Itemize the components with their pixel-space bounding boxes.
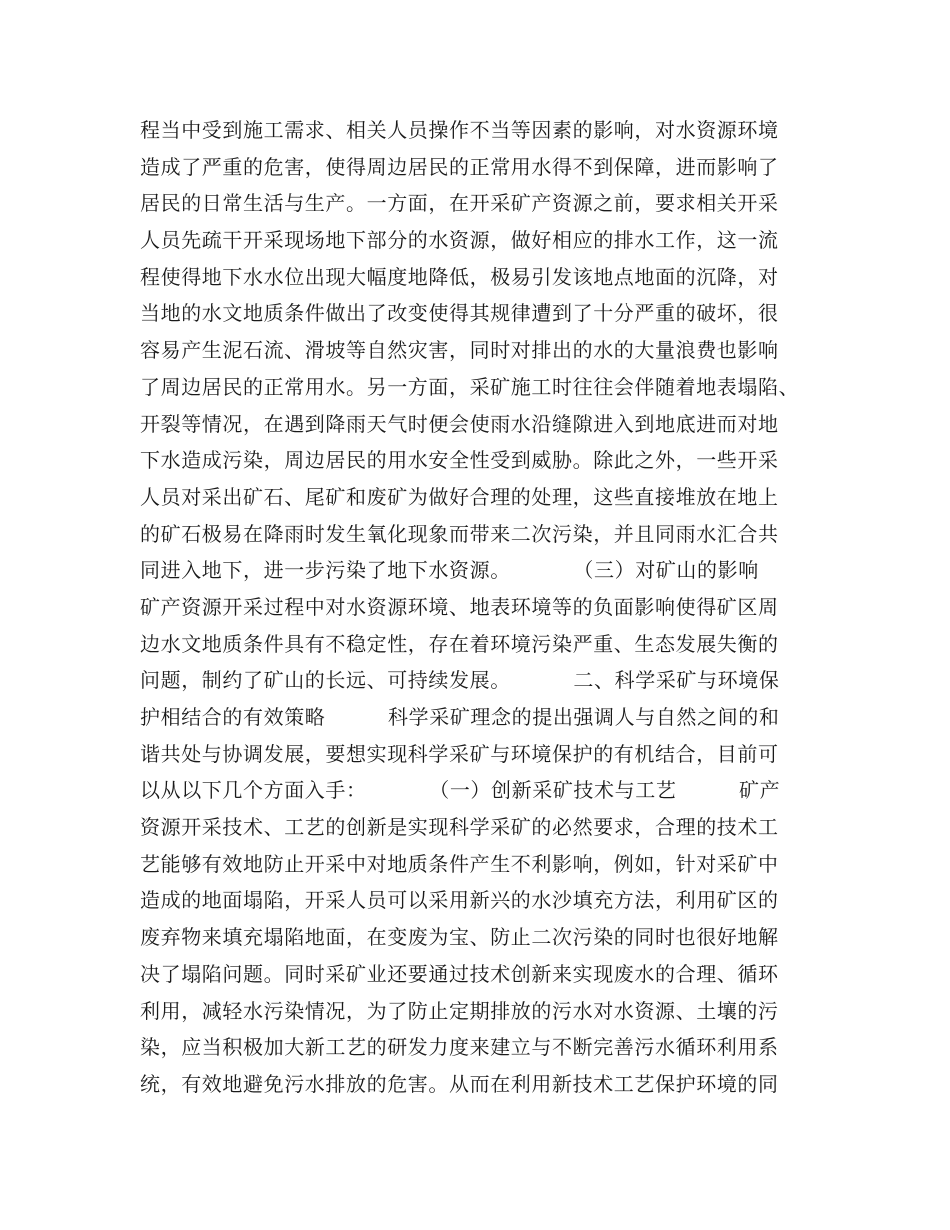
text-line: 居民的日常生活与生产。一方面，在开采矿产资源之前，要求相关开采 (140, 191, 779, 216)
text-line: 人员先疏干开采现场地下部分的水资源，做好相应的排水工作，这一流 (140, 228, 779, 253)
text-line: 开裂等情况，在遇到降雨天气时便会使雨水沿缝隙进入到地底进而对地 (140, 411, 779, 436)
text-line: 以从以下几个方面入手： （一）创新采矿技术与工艺 矿产 (140, 778, 781, 803)
text-line: 艺能够有效地防止开采中对地质条件产生不利影响，例如，针对采矿中 (140, 851, 779, 876)
text-line: 造成的地面塌陷，开采人员可以采用新兴的水沙填充方法，利用矿区的 (140, 888, 779, 913)
text-line: 护相结合的有效策略 科学采矿理念的提出强调人与自然之间的和 (140, 705, 780, 729)
text-line: 程使得地下水水位出现大幅度地降低，极易引发该地点地面的沉降，对 (140, 264, 779, 289)
text-line: 当地的水文地质条件做出了改变使得其规律遭到了十分严重的破坏，很 (140, 301, 779, 326)
text-line: 矿产资源开采过程中对水资源环境、地表环境等的负面影响使得矿区周 (140, 594, 779, 619)
text-line: 边水文地质条件具有不稳定性，存在着环境污染严重、生态发展失衡的 (140, 631, 779, 656)
text-line: 人员对采出矿石、尾矿和废矿为做好合理的处理，这些直接堆放在地上 (140, 484, 779, 509)
text-line: 废弃物来填充塌陷地面，在变废为宝、防止二次污染的同时也很好地解 (140, 925, 779, 950)
text-line: 谐共处与协调发展，要想实现科学采矿与环境保护的有机结合，目前可 (140, 741, 779, 766)
text-line: 统，有效地避免污水排放的危害。从而在利用新技术工艺保护环境的同 (140, 1071, 779, 1096)
text-line: 了周边居民的正常用水。另一方面，采矿施工时往往会伴随着地表塌陷、 (140, 374, 800, 399)
body-text (140, 112, 820, 1103)
text-line: 问题，制约了矿山的长远、可持续发展。 二、科学采矿与环境保 (140, 668, 780, 693)
text-line: 染，应当积极加大新工艺的研发力度来建立与不断完善污水循环利用系 (140, 1035, 779, 1060)
text-line: 的矿石极易在降雨时发生氧化现象而带来二次污染，并且同雨水汇合共 (140, 521, 779, 546)
text-line: 资源开采技术、工艺的创新是实现科学采矿的必然要求，合理的技术工 (140, 815, 779, 840)
text-line: 下水造成污染，周边居民的用水安全性受到威胁。除此之外，一些开采 (140, 448, 779, 473)
text-line: 程当中受到施工需求、相关人员操作不当等因素的影响，对水资源环境 (140, 118, 779, 142)
text-line: 决了塌陷问题。同时采矿业还要通过技术创新来实现废水的合理、循环 (140, 961, 779, 986)
text-line: 容易产生泥石流、滑坡等自然灾害，同时对排出的水的大量浪费也影响 (140, 338, 779, 363)
text-line: 同进入地下，进一步污染了地下水资源。 （三）对矿山的影响 (140, 558, 759, 583)
text-line: 利用，减轻水污染情况，为了防止定期排放的污水对水资源、土壤的污 (140, 998, 779, 1023)
text-line: 造成了严重的危害，使得周边居民的正常用水得不到保障，进而影响了 (140, 154, 779, 179)
